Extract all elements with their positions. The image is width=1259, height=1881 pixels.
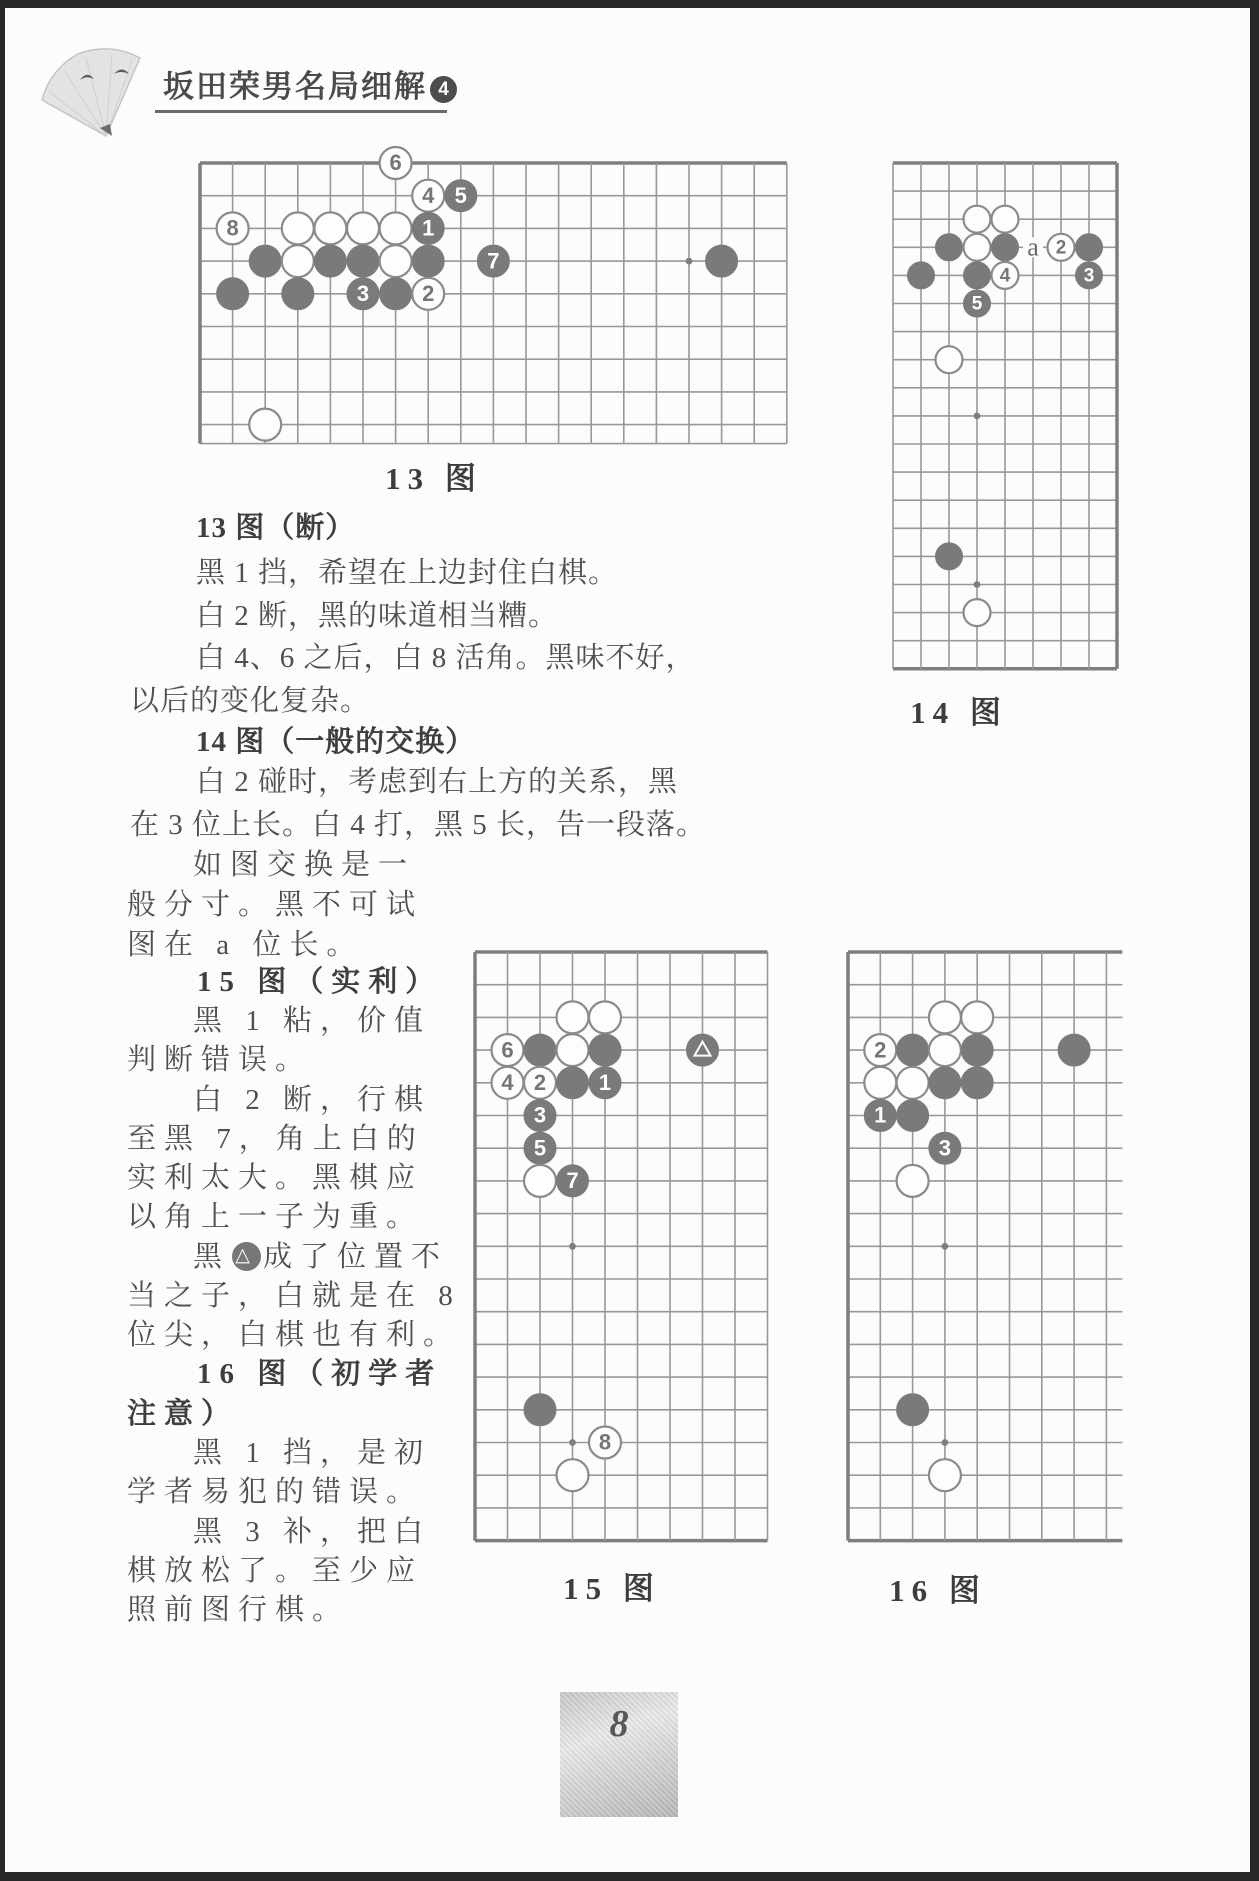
- text-line: 实利太大。黑棋应: [127, 1162, 424, 1194]
- star-point: [942, 1439, 949, 1446]
- white-stone: [557, 1034, 589, 1066]
- text-line: 以后的变化复杂。: [130, 685, 371, 717]
- stone-move-number: 6: [389, 150, 402, 176]
- star-point: [569, 1243, 576, 1250]
- page-border-right: [1250, 0, 1259, 1881]
- black-stone: [706, 245, 738, 277]
- fan-logo-icon: [28, 40, 156, 142]
- white-stone: [864, 1067, 896, 1099]
- text-line: 白 2 断，行棋: [193, 1084, 432, 1116]
- stone-move-number: 7: [566, 1168, 579, 1194]
- white-stone: [936, 346, 963, 373]
- white-stone: [282, 245, 314, 277]
- white-stone: [380, 212, 412, 244]
- white-stone: [249, 409, 281, 441]
- star-point: [942, 1243, 949, 1250]
- white-stone: [992, 206, 1019, 233]
- diagram-16-board: [828, 932, 1142, 1561]
- stone-move-number: 6: [501, 1037, 514, 1063]
- black-stone: [217, 278, 249, 310]
- diagram-15-board: [455, 932, 788, 1561]
- text-line: 黑 1 挡，希望在上边封住白棋。: [196, 557, 619, 589]
- star-point: [974, 413, 981, 420]
- page-border-left: [0, 0, 5, 1881]
- black-stone: [412, 245, 444, 277]
- stone-move-number: 4: [501, 1070, 514, 1095]
- white-stone: [524, 1165, 556, 1197]
- text-line: 13 图（断）: [196, 512, 356, 544]
- white-stone: [380, 245, 412, 277]
- text-line: 黑 1 粘，价值: [193, 1005, 432, 1037]
- text-line: 在 3 位上长。白 4 打，黑 5 长，告一段落。: [130, 809, 707, 841]
- black-stone: [314, 245, 346, 277]
- text-line: 16 图（初学者: [197, 1358, 443, 1390]
- black-stone: [908, 262, 935, 289]
- text-line: 黑 △ 成了位置不: [193, 1241, 448, 1274]
- black-stone: [961, 1067, 993, 1099]
- black-stone: [936, 543, 963, 570]
- white-stone: [929, 1459, 961, 1491]
- text-line: 般分寸。黑不可试: [127, 889, 424, 921]
- text-line: 14 图（一般的交换）: [196, 726, 476, 758]
- black-stone: [897, 1100, 929, 1132]
- text-line: 学者易犯的错误。: [127, 1476, 424, 1508]
- black-stone: [897, 1394, 929, 1426]
- stone-move-number: 1: [874, 1102, 887, 1128]
- text-line: 如图交换是一: [193, 849, 416, 881]
- text-line: 以角上一子为重。: [127, 1201, 424, 1233]
- stone-move-number: 1: [598, 1070, 612, 1095]
- page-border-top: [0, 0, 1259, 8]
- text-line: 白 2 断，黑的味道相当糟。: [196, 600, 559, 632]
- black-stone: [964, 262, 991, 289]
- stone-move-number: 3: [1083, 265, 1095, 287]
- stone-move-number: 5: [454, 182, 467, 208]
- white-stone: [897, 1067, 929, 1099]
- diagram-14-label: 14 图: [910, 695, 1008, 730]
- stone-move-number: 2: [533, 1070, 547, 1095]
- text-line: 注意）: [127, 1398, 239, 1430]
- volume-badge: 4: [430, 76, 457, 103]
- black-stone: [380, 278, 412, 310]
- black-stone: [589, 1034, 621, 1066]
- text-line: 棋放松了。至少应: [127, 1555, 424, 1587]
- page-number-box: [560, 1692, 678, 1817]
- stone-move-number: 4: [422, 182, 435, 208]
- star-point: [974, 581, 981, 588]
- stone-move-number: 3: [356, 281, 370, 306]
- stone-move-number: 3: [533, 1102, 547, 1128]
- star-point: [569, 1439, 576, 1446]
- title-underline: [155, 110, 447, 113]
- white-stone: [557, 1001, 589, 1033]
- text-line: 位尖，白棋也有利。: [127, 1319, 461, 1351]
- diagram-14-board: [873, 143, 1137, 689]
- text-line: 至黑 7，角上白的: [127, 1123, 424, 1155]
- black-stone: [249, 245, 281, 277]
- stone-move-number: 1: [422, 215, 435, 241]
- black-stone: [992, 234, 1019, 261]
- text-line: 判断错误。: [127, 1044, 313, 1076]
- diagram-13-label: 13 图: [385, 461, 483, 496]
- text-line: 15 图（实利）: [197, 966, 443, 998]
- white-stone: [347, 212, 379, 244]
- stone-move-number: 7: [487, 248, 500, 274]
- white-stone: [961, 1001, 993, 1033]
- stone-move-number: 8: [226, 215, 239, 241]
- black-stone: [282, 278, 314, 310]
- white-stone: [557, 1459, 589, 1491]
- point-letter-label: a: [1027, 232, 1039, 262]
- text-line: 黑 1 挡，是初: [193, 1437, 432, 1469]
- text-line: 白 4、6 之后，白 8 活角。黑味不好，: [196, 642, 696, 674]
- stone-move-number: 2: [1055, 237, 1067, 259]
- white-stone: [964, 599, 991, 626]
- book-title-text: 坂田荣男名局细解: [163, 69, 427, 104]
- page-number: 8: [609, 1703, 629, 1745]
- white-stone: [314, 212, 346, 244]
- book-title: [163, 61, 457, 106]
- star-point: [686, 258, 693, 265]
- text-line: 黑 3 补，把白: [193, 1516, 432, 1548]
- black-stone: [524, 1394, 556, 1426]
- black-stone: [961, 1034, 993, 1066]
- white-stone: [589, 1001, 621, 1033]
- black-stone: [897, 1034, 929, 1066]
- text-line: 照前图行棋。: [127, 1594, 350, 1626]
- stone-move-number: 2: [422, 281, 435, 306]
- black-stone: [524, 1034, 556, 1066]
- stone-move-number: 5: [533, 1135, 547, 1161]
- marked-black-stone-icon: [232, 1242, 261, 1271]
- black-stone: [687, 1034, 719, 1066]
- stone-move-number: 2: [874, 1037, 887, 1063]
- diagram-16-label: 16 图: [889, 1573, 987, 1608]
- white-stone: [929, 1001, 961, 1033]
- white-stone: [897, 1165, 929, 1197]
- stone-move-number: 8: [598, 1429, 612, 1455]
- page-border-bottom: [0, 1872, 1259, 1881]
- black-stone: [929, 1067, 961, 1099]
- text-line: 图在 a 位长。: [127, 929, 364, 961]
- black-stone: [1076, 234, 1103, 261]
- text-line: 当之子，白就是在 8: [127, 1280, 461, 1312]
- black-stone: [936, 234, 963, 261]
- diagram-13-board: [180, 143, 807, 464]
- diagram-15-label: 15 图: [563, 1571, 661, 1606]
- stone-move-number: 3: [938, 1135, 952, 1161]
- text-line: 白 2 碰时，考虑到右上方的关系，黑: [196, 766, 679, 798]
- black-stone: [557, 1067, 589, 1099]
- black-stone: [1058, 1034, 1090, 1066]
- black-stone: [347, 245, 379, 277]
- white-stone: [929, 1034, 961, 1066]
- stone-move-number: 5: [971, 293, 983, 315]
- white-stone: [964, 206, 991, 233]
- white-stone: [964, 234, 991, 261]
- stone-move-number: 4: [999, 265, 1011, 287]
- white-stone: [282, 212, 314, 244]
